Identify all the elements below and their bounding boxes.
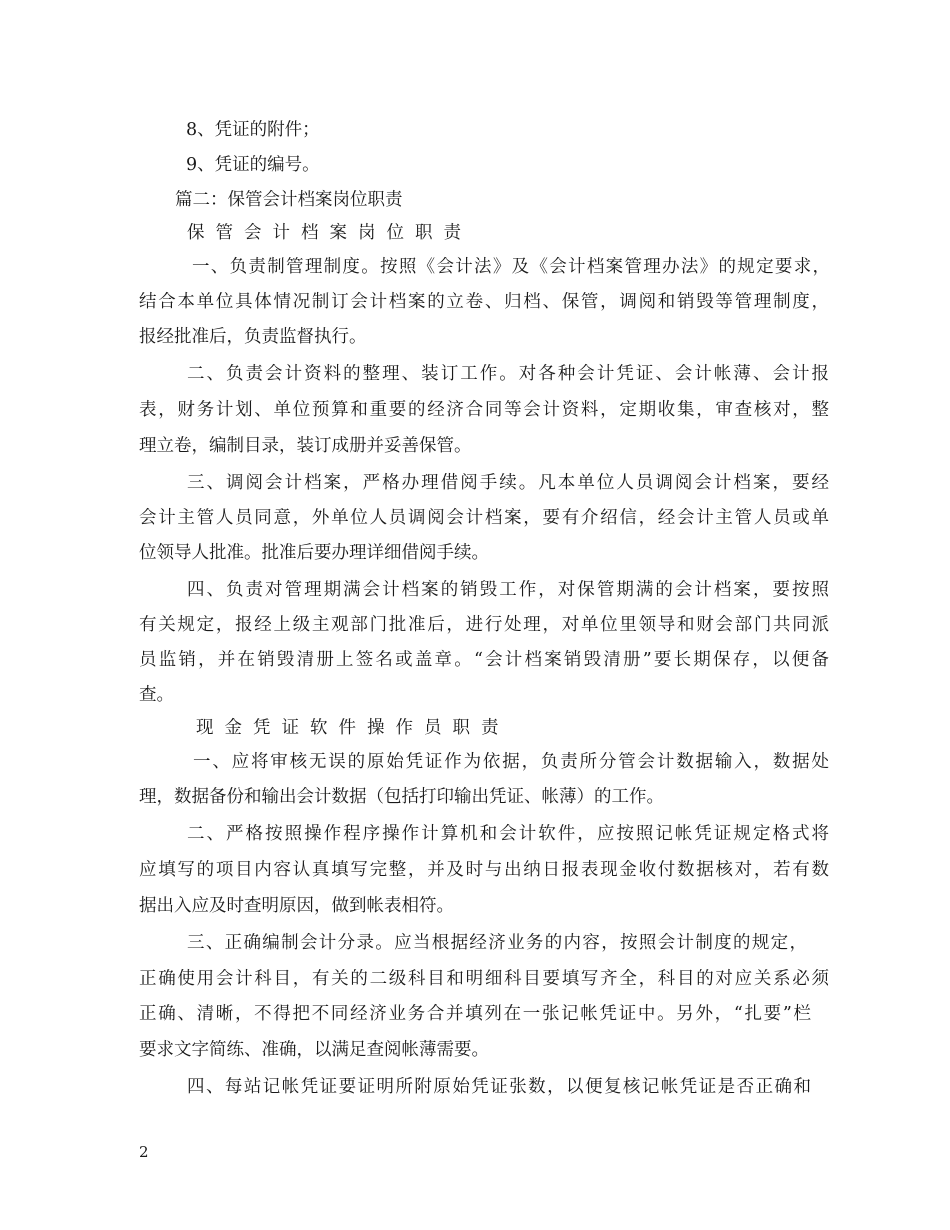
paragraph-line: 二、负责会计资料的整理、装订工作。对各种会计凭证、会计帐薄、会计报 <box>187 364 829 384</box>
paragraph-line: 三、正确编制会计分录。应当根据经济业务的内容，按照会计制度的规定， <box>187 933 807 953</box>
paragraph-line: 一、负责制管理制度。按照《会计法》及《会计档案管理办法》的规定要求， <box>192 257 830 277</box>
text-line: 8、凭证的附件； <box>186 120 320 140</box>
paragraph-line: 正确使用会计科目，有关的二级科目和明细科目要填写齐全，科目的对应关系必须 <box>139 969 829 989</box>
paragraph-line: 正确、清晰，不得把不同经济业务合并填列在一张记帐凭证中。另外，“扎要”栏 <box>139 1004 811 1024</box>
paragraph-line: 四、负责对管理期满会计档案的销毁工作，对保管期满的会计档案，要按照 <box>187 580 829 600</box>
page-number: 2 <box>139 1143 149 1161</box>
paragraph-line: 报经批准后，负责监督执行。 <box>139 327 367 347</box>
paragraph-line: 二、严格按照操作程序操作计算机和会计软件，应按照记帐凭证规定格式将 <box>187 824 829 844</box>
paragraph-line: 三、调阅会计档案，严格办理借阅手续。凡本单位人员调阅会计档案，要经 <box>187 473 829 493</box>
paragraph-line: 查。 <box>139 685 174 705</box>
paragraph-line: 表，财务计划、单位预算和重要的经济合同等会计资料，定期收集，审查核对，整 <box>139 400 829 420</box>
paragraph-line: 理，数据备份和输出会计数据（包括打印输出凭证、帐薄）的工作。 <box>139 787 664 807</box>
paragraph-line: 一、应将审核无误的原始凭证作为依据，负责所分管会计数据输入，数据处 <box>193 752 829 772</box>
paragraph-line: 会计主管人员同意，外单位人员调阅会计档案，要有介绍信，经会计主管人员或单 <box>139 508 829 528</box>
paragraph-line: 员监销，并在销毁清册上签名或盖章。“会计档案销毁清册”要长期保存，以便备 <box>139 650 829 670</box>
paragraph-line: 应填写的项目内容认真填写完整，并及时与出纳日报表现金收付数据核对，若有数 <box>139 860 829 880</box>
section-title: 现金凭证软件操作员职责 <box>196 718 510 738</box>
text-line: 9、凭证的编号。 <box>186 155 320 175</box>
paragraph-line: 要求文字简练、准确，以满足查阅帐薄需要。 <box>139 1040 489 1060</box>
paragraph-line: 结合本单位具体情况制订会计档案的立卷、归档、保管，调阅和销毁等管理制度， <box>139 292 829 312</box>
section-title: 保管会计档案岗位职责 <box>187 223 472 243</box>
paragraph-line: 位领导人批准。批准后要办理详细借阅手续。 <box>139 543 489 563</box>
section-heading: 篇二：保管会计档案岗位职责 <box>175 190 403 210</box>
paragraph-line: 四、每站记帐凭证要证明所附原始凭证张数，以便复核记帐凭证是否正确和 <box>187 1077 811 1097</box>
paragraph-line: 理立卷，编制目录，装订成册并妥善保管。 <box>139 436 472 456</box>
paragraph-line: 有关规定，报经上级主观部门批准后，进行处理，对单位里领导和财会部门共同派 <box>139 615 829 635</box>
paragraph-line: 据出入应及时查明原因，做到帐表相符。 <box>139 896 454 916</box>
